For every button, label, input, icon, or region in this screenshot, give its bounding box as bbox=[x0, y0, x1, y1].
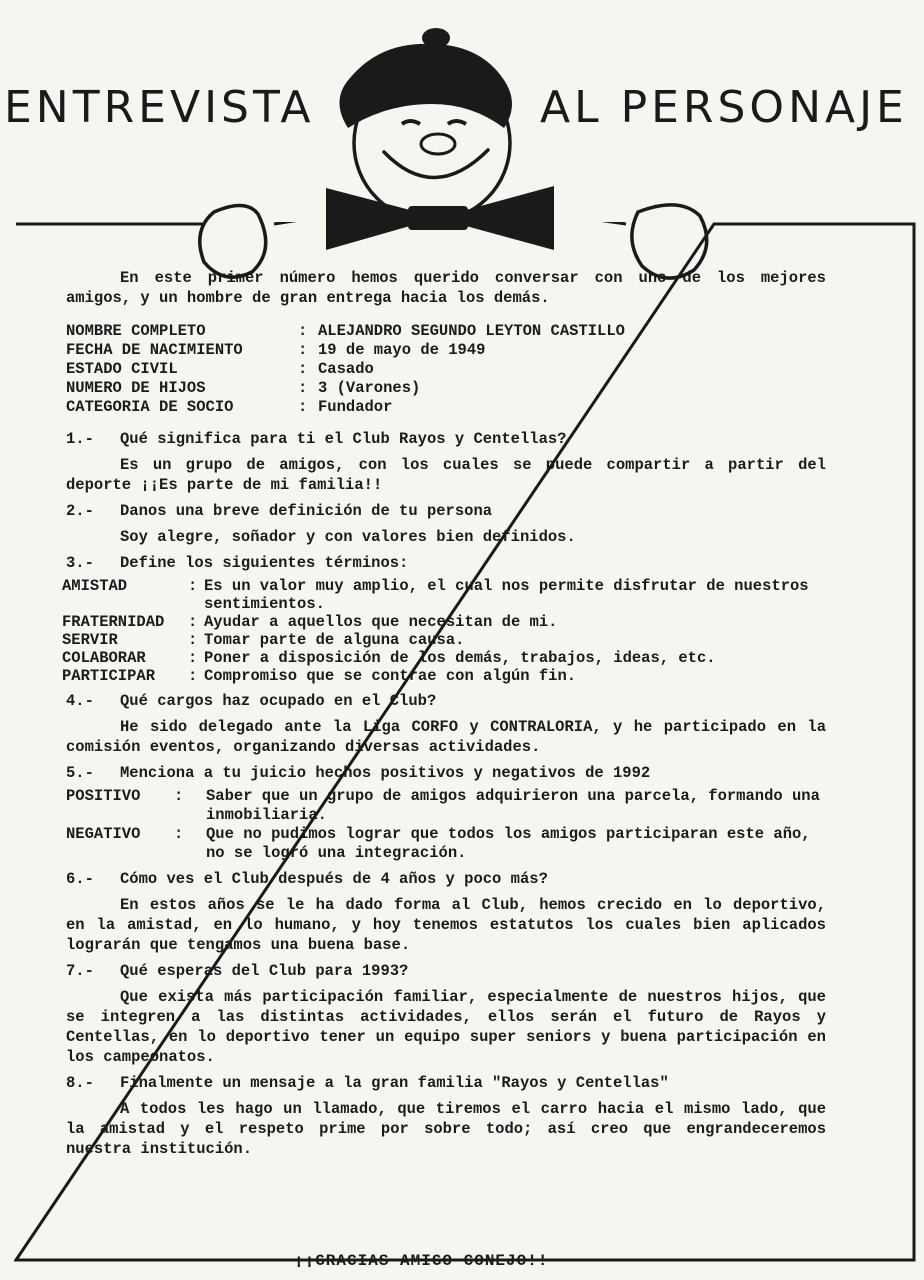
term-row bbox=[62, 649, 826, 667]
question-text: Define los siguientes términos: bbox=[120, 554, 409, 572]
field-value: ALEJANDRO SEGUNDO LEYTON CASTILLO bbox=[318, 322, 625, 340]
item-label: POSITIVO bbox=[66, 787, 141, 805]
question-text: Cómo ves el Club después de 4 años y poco más? bbox=[120, 870, 548, 888]
field-value: 19 de mayo de 1949 bbox=[318, 341, 486, 359]
item-value: Saber que un grupo de amigos adquirieron una parcela, formando una inmobiliaria. bbox=[206, 787, 820, 824]
field-sep: : bbox=[298, 360, 308, 378]
term-row bbox=[62, 631, 826, 649]
item-sep: : bbox=[174, 787, 184, 805]
answer-2: Soy alegre, soñador y con valores bien definidos. bbox=[120, 528, 576, 546]
item-value: Que no pudimos lograr que todos los amigos participaran este año, no se logró una integración. bbox=[206, 825, 811, 862]
term-label: FRATERNIDAD bbox=[62, 613, 165, 631]
question-number: 6.- bbox=[66, 870, 94, 888]
question-number: 8.- bbox=[66, 1074, 94, 1092]
field-value: Fundador bbox=[318, 398, 393, 416]
field-sep: : bbox=[298, 379, 308, 397]
field-row bbox=[66, 341, 826, 360]
field-row bbox=[66, 398, 826, 417]
field-value: 3 (Varones) bbox=[318, 379, 421, 397]
term-row bbox=[62, 667, 826, 685]
field-label: NOMBRE COMPLETO bbox=[66, 322, 206, 340]
question-6 bbox=[66, 869, 826, 889]
field-sep: : bbox=[298, 398, 308, 416]
question-number: 5.- bbox=[66, 764, 94, 782]
question-7 bbox=[66, 961, 826, 981]
question-2 bbox=[66, 501, 826, 521]
question-text: Danos una breve definición de tu persona bbox=[120, 502, 493, 520]
field-label: CATEGORIA DE SOCIO bbox=[66, 398, 234, 416]
question-number: 1.- bbox=[66, 430, 94, 448]
field-label: FECHA DE NACIMIENTO bbox=[66, 341, 243, 359]
answer-1: Es un grupo de amigos, con los cuales se puede compartir a partir del deporte ¡¡Es parte de mi familia!! bbox=[66, 456, 826, 494]
personal-data bbox=[66, 322, 826, 417]
term-label: SERVIR bbox=[62, 631, 118, 649]
term-definition: Poner a disposición de los demás, trabajos, ideas, etc. bbox=[204, 649, 716, 667]
interview-body bbox=[62, 268, 826, 1159]
answer-4: He sido delegado ante la Liga CORFO y CONTRALORIA, y he participado en la comisión eventos, organizando diversas actividades. bbox=[66, 718, 826, 756]
term-definition: Tomar parte de alguna causa. bbox=[204, 631, 465, 649]
term-sep: : bbox=[188, 649, 198, 667]
term-sep: : bbox=[188, 613, 198, 631]
term-sep: : bbox=[188, 667, 198, 685]
intro-paragraph: En este primer número hemos querido conversar con uno de los mejores amigos, y un hombre de gran entrega hacia los demás. bbox=[66, 269, 826, 307]
question-4 bbox=[66, 691, 826, 711]
term-definition: Ayudar a aquellos que necesitan de mi. bbox=[204, 613, 558, 631]
question-5 bbox=[66, 763, 826, 783]
question-text: Qué significa para ti el Club Rayos y Centellas? bbox=[120, 430, 567, 448]
question-text: Menciona a tu juicio hechos positivos y negativos de 1992 bbox=[120, 764, 651, 782]
term-label: COLABORAR bbox=[62, 649, 146, 667]
question-number: 7.- bbox=[66, 962, 94, 980]
item-sep: : bbox=[174, 825, 184, 843]
field-row bbox=[66, 379, 826, 398]
question-8 bbox=[66, 1073, 826, 1093]
field-label: ESTADO CIVIL bbox=[66, 360, 178, 378]
term-row bbox=[62, 577, 826, 613]
field-row bbox=[66, 322, 826, 341]
term-definition: Es un valor muy amplio, el cual nos permite disfrutar de nuestros sentimientos. bbox=[204, 577, 809, 613]
answer-7: Que exista más participación familiar, especialmente de nuestros hijos, que se integren a las distintas actividades, ellos serán el futuro de Rayos y Centellas, en lo deportivo tener un equipo super seniors y buena participación en los campeonatos. bbox=[66, 988, 826, 1066]
term-sep: : bbox=[188, 577, 198, 595]
field-value: Casado bbox=[318, 360, 374, 378]
question-1 bbox=[66, 429, 826, 449]
negative-row bbox=[66, 825, 826, 863]
answer-8: A todos les hago un llamado, que tiremos el carro hacia el mismo lado, que la amistad y el respeto prime por sobre todo; así creo que engrandeceremos nuestra institución. bbox=[66, 1100, 826, 1158]
term-row bbox=[62, 613, 826, 631]
item-label: NEGATIVO bbox=[66, 825, 141, 843]
term-definition: Compromiso que se contrae con algún fin. bbox=[204, 667, 577, 685]
question-text: Qué cargos haz ocupado en el Club? bbox=[120, 692, 437, 710]
terms-list bbox=[62, 577, 826, 685]
title-al-personaje: AL PERSONAJE bbox=[540, 82, 908, 133]
question-text: Finalmente un mensaje a la gran familia "Rayos y Centellas" bbox=[120, 1074, 669, 1092]
question-number: 4.- bbox=[66, 692, 94, 710]
answer-6: En estos años se le ha dado forma al Club, hemos crecido en lo deportivo, en la amistad, en lo humano, y hoy tenemos estatutos los cuales bien aplicados lograrán que tengamos una buena base. bbox=[66, 896, 826, 954]
field-sep: : bbox=[298, 322, 308, 340]
field-row bbox=[66, 360, 826, 379]
question-3 bbox=[66, 553, 826, 573]
term-sep: : bbox=[188, 631, 198, 649]
term-label: AMISTAD bbox=[62, 577, 128, 595]
mascot-illustration bbox=[0, 0, 924, 290]
field-label: NUMERO DE HIJOS bbox=[66, 379, 206, 397]
title-entrevista: ENTREVISTA bbox=[4, 82, 315, 133]
field-sep: : bbox=[298, 341, 308, 359]
closing-thanks: ¡¡GRACIAS AMIGO CONEJO!! bbox=[294, 1252, 549, 1270]
term-label: PARTICIPAR bbox=[62, 667, 156, 685]
question-number: 3.- bbox=[66, 554, 94, 572]
question-number: 2.- bbox=[66, 502, 94, 520]
question-text: Qué esperas del Club para 1993? bbox=[120, 962, 409, 980]
positive-negative-list bbox=[66, 787, 826, 863]
positive-row bbox=[66, 787, 826, 825]
